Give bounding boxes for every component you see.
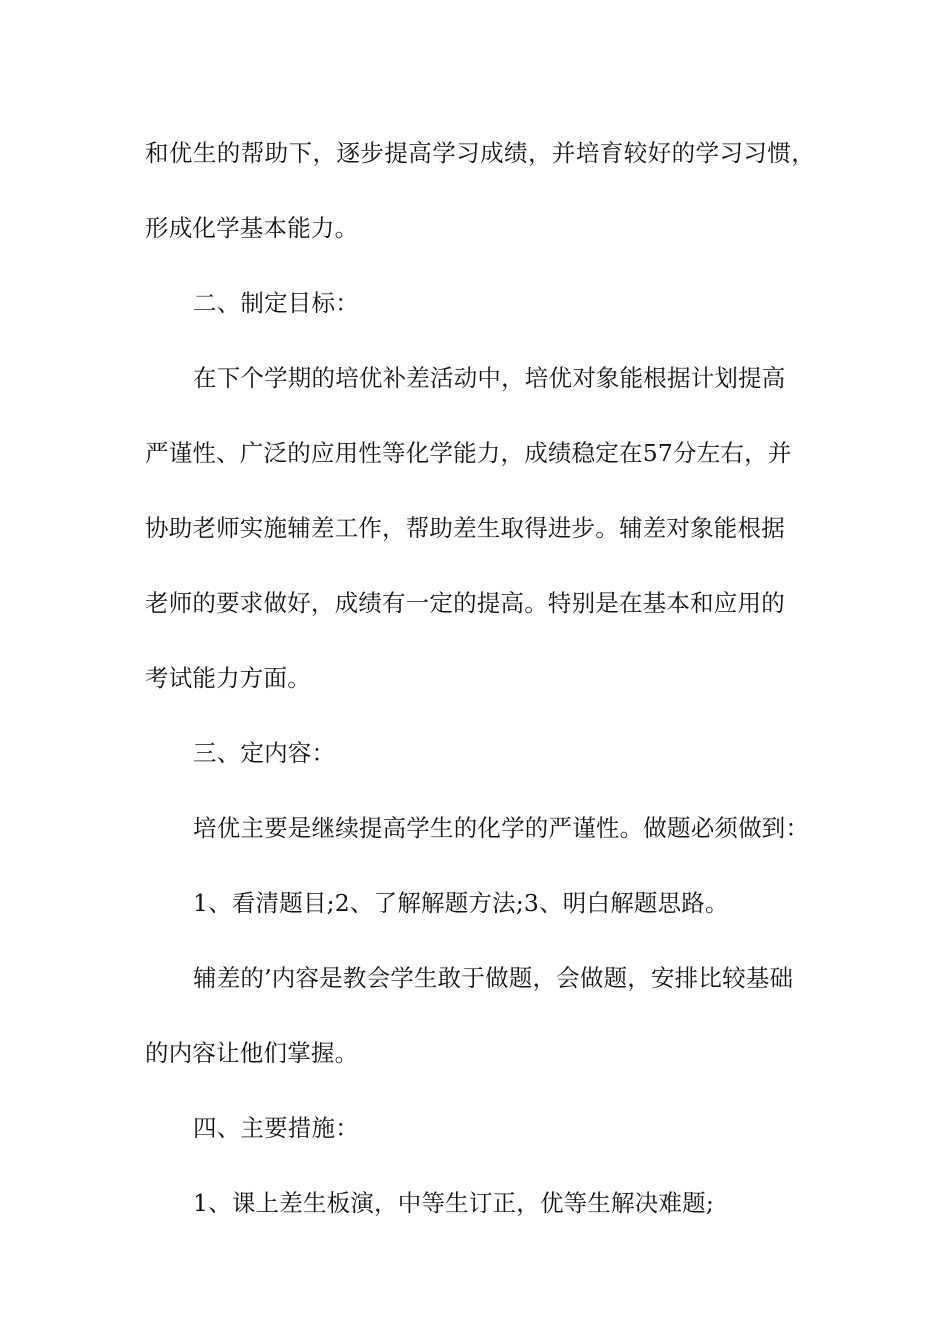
paragraph-line: 在下个学期的培优补差活动中，培优对象能根据计划提高: [193, 364, 786, 392]
paragraph-line: 1、看清题目;2、了解解题方法;3、明白解题思路。: [193, 889, 729, 917]
paragraph-line: 考试能力方面。: [145, 664, 311, 692]
paragraph-line: 严谨性、广泛的应用性等化学能力，成绩稳定在57分左右，并: [145, 439, 792, 467]
paragraph-line: 辅差的’内容是教会学生敢于做题，会做题，安排比较基础: [193, 964, 794, 992]
section-heading-content: 三、定内容：: [193, 739, 336, 767]
paragraph-line: 培优主要是继续提高学生的化学的严谨性。做题必须做到：: [193, 814, 810, 842]
paragraph-line: 协助老师实施辅差工作，帮助差生取得进步。辅差对象能根据: [145, 514, 785, 542]
section-heading-measures: 四、主要措施：: [193, 1114, 359, 1142]
paragraph-line: 1、课上差生板演，中等生订正，优等生解决难题;: [193, 1189, 714, 1217]
section-heading-goals: 二、制定目标：: [193, 289, 359, 317]
paragraph-line: 老师的要求做好，成绩有一定的提高。特别是在基本和应用的: [145, 589, 785, 617]
paragraph-line: 形成化学基本能力。: [145, 214, 359, 242]
paragraph-line: 和优生的帮助下，逐步提高学习成绩，并培育较好的学习习惯，: [145, 139, 815, 167]
paragraph-line: 的内容让他们掌握。: [145, 1039, 359, 1067]
